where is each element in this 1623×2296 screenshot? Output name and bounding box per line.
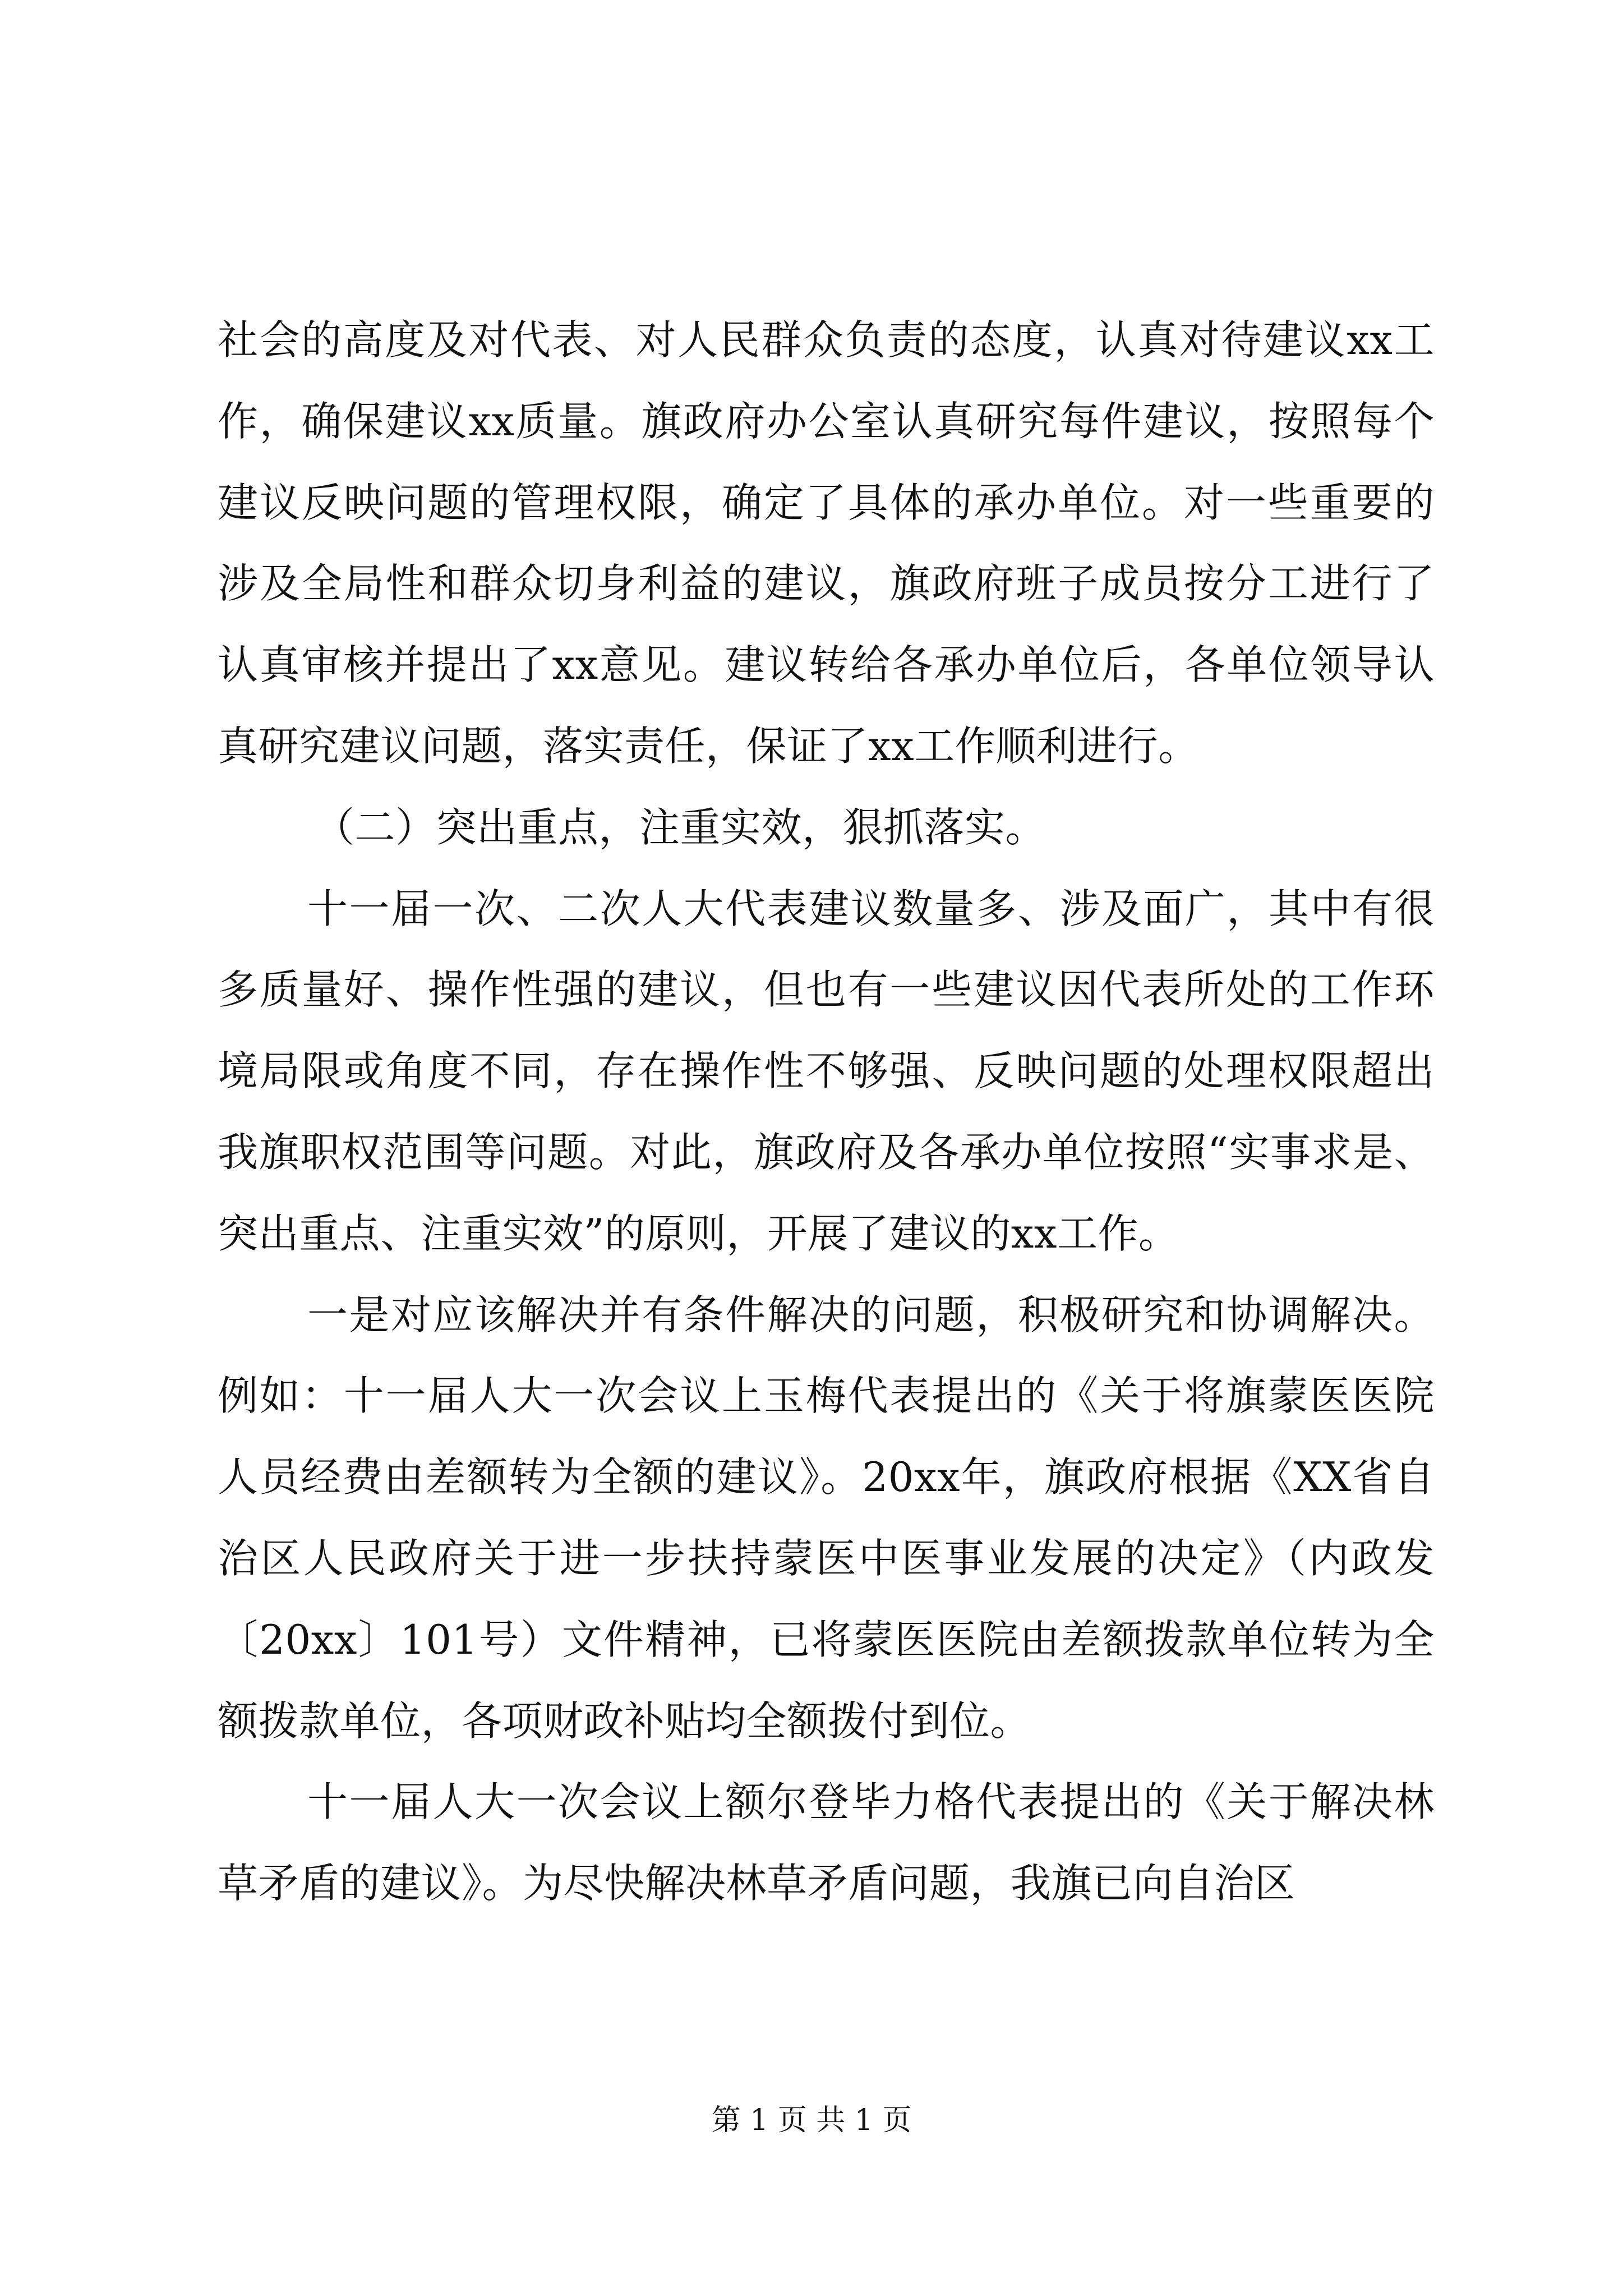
document-body — [218, 300, 1435, 1924]
page-footer: 第 1 页 共 1 页 — [711, 2104, 912, 2137]
paragraph-overview: 十一届一次、二次人大代表建议数量多、涉及面广，其中有很多质量好、操作性强的建议，但也有一些建议因代表所处的工作环境局限或角度不同，存在操作性不够强、反映问题的处理权限超出我旗职权范围等问题。对此，旗政府及各承办单位按照“实事求是、突出重点、注重实效”的原则，开展了建议的xx工作。 — [218, 885, 1435, 1257]
paragraph-continued: 社会的高度及对代表、对人民群众负责的态度，认真对待建议xx工作，确保建议xx质量。旗政府办公室认真研究每件建议，按照每个建议反映问题的管理权限，确定了具体的承办单位。对一些重要的涉及全局性和群众切身利益的建议，旗政府班子成员按分工进行了认真审核并提出了xx意见。建议转给各承办单位后，各单位领导认真研究建议问题，落实责任，保证了xx工作顺利进行。 — [218, 316, 1435, 770]
paragraph-example-one: 一是对应该解决并有条件解决的问题，积极研究和协调解决。例如：十一届人大一次会议上玉梅代表提出的《关于将旗蒙医医院人员经费由差额转为全额的建议》。20xx年，旗政府根据《XX省自治区人民政府关于进一步扶持蒙医中医事业发展的决定》（内政发〔20xx〕101号）文件精神，已将蒙医医院由差额拨款单位转为全额拨款单位，各项财政补贴均全额拨付到位。 — [218, 1291, 1435, 1745]
section-subheading: （二）突出重点，注重实效，狠抓落实。 — [314, 803, 1046, 851]
paragraph-example-two: 十一届人大一次会议上额尔登毕力格代表提出的《关于解决林草矛盾的建议》。为尽快解决林草矛盾问题，我旗已向自治区 — [218, 1778, 1435, 1907]
